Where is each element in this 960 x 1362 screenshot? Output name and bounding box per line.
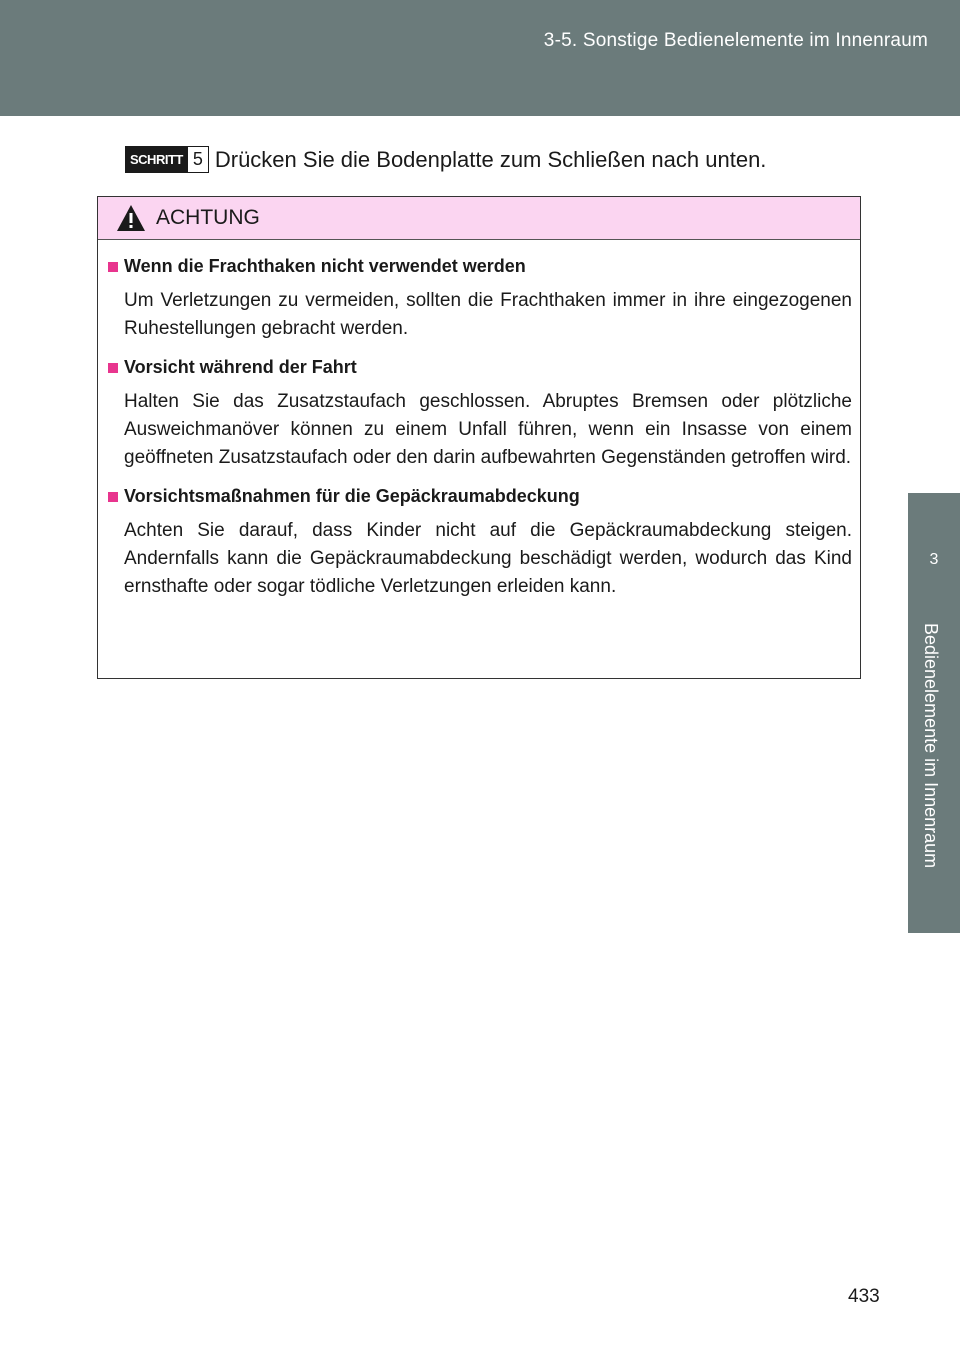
step-instruction: [125, 146, 766, 173]
chapter-side-tab: [908, 493, 960, 933]
warning-item-heading: [108, 486, 852, 507]
warning-item-heading-text: Vorsichtsmaßnahmen für die Gepäckraumabdeckung: [124, 486, 580, 506]
square-bullet-icon: [108, 363, 118, 373]
warning-item: [108, 357, 852, 472]
warning-item-heading: [108, 357, 852, 378]
warning-box: [97, 196, 861, 679]
step-text: Drücken Sie die Bodenplatte zum Schließen nach unten.: [214, 146, 767, 172]
warning-item-text: Achten Sie darauf, dass Kinder nicht auf die Gepäckraumabdeckung steigen. Andernfalls kann die Gepäckraumabdeckung beschädigt werden, wodurch das Kind ernsthafte oder sogar tödliche Verletzungen erleiden kann.: [124, 520, 852, 597]
warning-triangle-icon: [116, 204, 146, 232]
page-number: 433: [848, 1286, 880, 1307]
step-badge: [125, 146, 209, 173]
step-badge-number: 5: [188, 146, 209, 173]
section-title: 3-5. Sonstige Bedienelemente im Innenraum: [543, 30, 928, 51]
square-bullet-icon: [108, 262, 118, 272]
warning-title: ACHTUNG: [156, 206, 260, 229]
warning-header: [98, 197, 860, 240]
warning-body: [98, 240, 860, 601]
warning-item-text: Um Verletzungen zu vermeiden, sollten die Frachthaken immer in ihre eingezogenen Ruhestellungen gebracht werden.: [124, 290, 852, 339]
warning-item: [108, 256, 852, 343]
page-header: [0, 0, 960, 116]
warning-item-text: Halten Sie das Zusatzstaufach geschlossen. Abruptes Bremsen oder plötzliche Ausweichmanöver können zu einem Unfall führen, wenn ein Insasse von einem geöffneten Zusatzstaufach oder den darin aufbewahrten Gegenständen getroffen wird.: [124, 391, 852, 468]
warning-item-heading-text: Vorsicht während der Fahrt: [124, 357, 357, 377]
warning-item-heading: [108, 256, 852, 277]
chapter-label: Bedienelemente im Innenraum: [921, 623, 941, 869]
square-bullet-icon: [108, 492, 118, 502]
chapter-number: 3: [929, 551, 939, 568]
step-badge-label: SCHRITT: [125, 146, 188, 173]
warning-item: [108, 486, 852, 601]
warning-item-heading-text: Wenn die Frachthaken nicht verwendet werden: [124, 256, 526, 276]
